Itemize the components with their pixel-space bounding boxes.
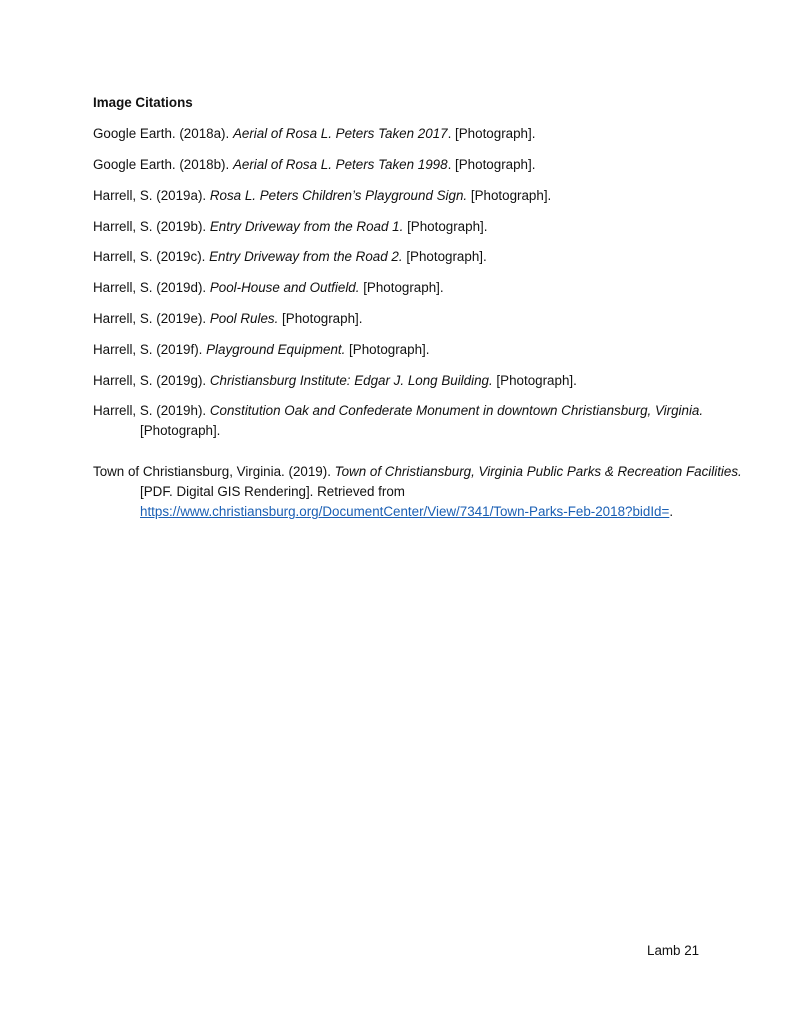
citation-title: Rosa L. Peters Children’s Playground Sign. — [209, 188, 468, 203]
citation-author: Harrell, S. (2019e). — [93, 311, 210, 326]
citation-title: Constitution Oak and Confederate Monument in downtown Christiansburg, Virginia. — [209, 403, 704, 418]
citation-end: . — [669, 504, 674, 519]
citation-item — [93, 247, 750, 267]
source-link[interactable]: https://www.christiansburg.org/DocumentCenter/View/7341/Town-Parks-Feb-2018?bidId= — [140, 504, 670, 519]
citation-type: [PDF. Digital GIS Rendering]. Retrieved from — [140, 484, 405, 499]
citation-item — [93, 340, 750, 360]
citation-title: Playground Equipment. — [206, 342, 346, 357]
citation-author: Harrell, S. (2019f). — [93, 342, 207, 357]
citation-type: [Photograph]. — [467, 188, 552, 203]
citation-author: Harrell, S. (2019c). — [93, 249, 210, 264]
citation-author: Harrell, S. (2019a). — [93, 188, 210, 203]
citation-item — [93, 124, 750, 144]
page-heading: Image Citations — [93, 95, 193, 110]
citation-title: Pool-House and Outfield. — [209, 280, 360, 295]
citation-author: Harrell, S. (2019h). — [93, 403, 210, 418]
citation-title: Entry Driveway from the Road 1. — [209, 219, 404, 234]
citation-author: Harrell, S. (2019d). — [93, 280, 210, 295]
citation-item — [93, 371, 750, 391]
citation-item — [93, 217, 750, 237]
citation-author: Harrell, S. (2019b). — [93, 219, 210, 234]
citation-title: Entry Driveway from the Road 2. — [209, 249, 403, 264]
citation-item — [93, 401, 750, 441]
citation-item — [93, 186, 750, 206]
citation-item — [93, 309, 750, 329]
citation-type: [Photograph]. — [359, 280, 444, 295]
citation-type: [Photograph]. — [403, 219, 488, 234]
citation-title: Pool Rules. — [209, 311, 279, 326]
citation-title: Town of Christiansburg, Virginia Public Parks & Recreation Facilities. — [334, 464, 742, 479]
citation-item — [93, 155, 750, 175]
citation-type: [Photograph]. — [140, 423, 221, 438]
citation-type: [Photograph]. — [345, 342, 430, 357]
citation-type: [Photograph]. — [402, 249, 487, 264]
citation-type: [Photograph]. — [278, 311, 363, 326]
citation-author: Google Earth. (2018b). — [93, 157, 233, 172]
citation-type: . [Photograph]. — [447, 126, 536, 141]
citation-author: Harrell, S. (2019g). — [93, 373, 210, 388]
citation-type: [Photograph]. — [492, 373, 577, 388]
citation-author: Google Earth. (2018a). — [93, 126, 233, 141]
citation-title: Christiansburg Institute: Edgar J. Long Building. — [209, 373, 493, 388]
page-footer: Lamb 21 — [647, 943, 700, 958]
town-citation — [93, 462, 750, 522]
citation-item — [93, 278, 750, 298]
citation-author: Town of Christiansburg, Virginia. (2019). — [93, 464, 335, 479]
citation-title: Aerial of Rosa L. Peters Taken 1998 — [232, 157, 448, 172]
citation-type: . [Photograph]. — [447, 157, 536, 172]
citation-title: Aerial of Rosa L. Peters Taken 2017 — [232, 126, 448, 141]
